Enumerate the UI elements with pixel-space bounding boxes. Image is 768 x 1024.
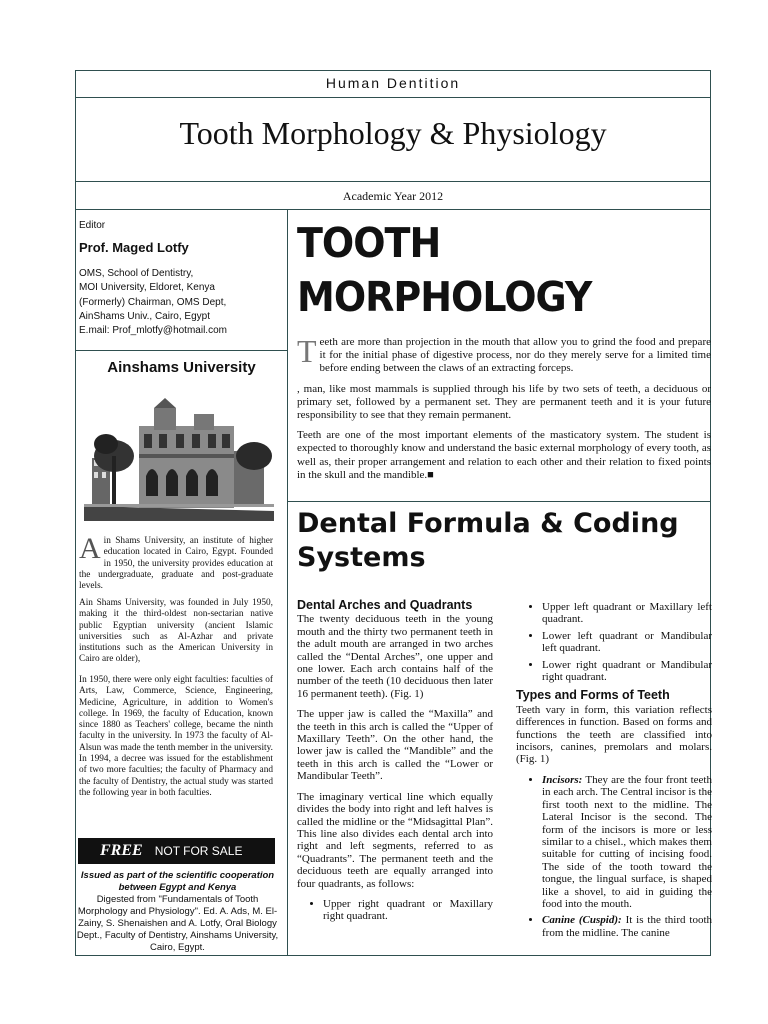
divider [76, 350, 287, 351]
list-item: • Upper left quadrant or Maxillary left quadrant. [542, 601, 712, 626]
source-line: Digested from "Fundamentals of Tooth Morphology and Physiology". Ed. A. Ads, M. El-Zainy, S. Shenaishen and A. Lotfy, Oral Biology Dept., Faculty of Dentistry, Ainshams University, Cairo, Egypt. [76, 894, 279, 953]
quadrant-list [516, 601, 712, 683]
university-paragraph: Ain Shams University, was founded in July 1950, making it the third-oldest non-sectarian native public Egyptian university (ancient Islamic universities such as Al-Azhar and private institutions such as the American University in Cairo are older), [79, 598, 273, 665]
free-label: FREE [100, 842, 143, 859]
paragraph-text: eeth are more than projection in the mouth that allow you to grind the food and prepare it for the initial phase of digestive process, nor do they merely serve for a limited time before ending between the claws of an extracting forceps. [319, 336, 711, 375]
subheading: Types and Forms of Teeth [516, 688, 670, 703]
paragraph: The upper jaw is called the “Maxilla” and the teeth in this arch is called the “Upper of Maxillary Teeth”. On the other hand, the lower jaw is called the “Mandible” and the teeth in this arch is called the “Lower or Mandibular Teeth”. [297, 708, 493, 783]
divider [76, 181, 710, 182]
paragraph: The twenty deciduous teeth in the young mouth and the thirty two permanent teeth in the adult mouth are arranged in two arches called the “Dental Arches”, one upper and one lower. Each arch contains half of the number of the teeth (10 deciduous then later 16 permanent teeth). (Fig. 1) [297, 613, 493, 700]
editor-line: MOI University, Eldoret, Kenya [79, 282, 215, 294]
paragraph: The imaginary vertical line which equally divides the body into right and left halves is called the midline or the “Midsagittal Plan”. This line also divides each dental arch into right and left segments, referred to as “Quadrants”. The permanent teeth and the deciduous teeth are equally arranged into four quadrants, as follows: [297, 790, 493, 890]
subheading: Dental Arches and Quadrants [297, 598, 473, 612]
tooth-type-list [516, 774, 712, 939]
supertitle: Human Dentition [325, 75, 461, 91]
list-item: • Lower right quadrant or Mandibular right quadrant. [542, 659, 712, 684]
section-title-morphology: MORPHOLOGY [297, 273, 592, 321]
university-paragraph [79, 532, 273, 592]
issued-line: Issued as part of the scientific cooperation between Egypt and Kenya [80, 870, 275, 893]
quadrant-list [297, 898, 493, 923]
university-paragraph: In 1950, there were only eight faculties: faculties of Arts, Law, Commerce, Science, Engineering, Medicine, Agriculture, in addition to Women's college. In 1969, the faculty of Education, known since 1880 as Teachers' college, became the ninth faculty in the university. In 1973 the faculty of Al-Alsun was made the tenth member in the university. In 1994, a decree was issued for the establishment of two more faculties; the faculty of Pharmacy and the faculty of Dentistry, the actual study was started the following year in both faculties. [79, 675, 273, 798]
issued-note [76, 870, 279, 954]
university-building-image [84, 396, 274, 521]
term: Incisors: [542, 773, 583, 786]
list-item: • Upper right quadrant or Maxillary right quadrant. [323, 898, 493, 923]
editor-name: Prof. Maged Lotfy [79, 240, 189, 255]
divider [287, 501, 710, 502]
editor-line: OMS, School of Dentistry, [79, 268, 194, 279]
page-title: Tooth Morphology & Physiology [179, 115, 607, 151]
academic-year: Academic Year 2012 [342, 189, 444, 203]
free-banner [78, 838, 275, 864]
paragraph-text: in Shams University, an institute of higher education located in Cairo, Egypt. Founded in 1950, the university provides education at the undergraduate, graduate and post-graduate levels. [79, 536, 273, 592]
page-frame [75, 70, 711, 956]
drop-cap: T [297, 333, 317, 369]
list-item: • Lower left quadrant or Mandibular left quadrant. [542, 630, 712, 655]
column-divider [287, 209, 288, 955]
paragraph: Teeth vary in form, this variation reflects differences in function. Based on forms and functions the teeth are classified into incisors, canines, premolars and molars. (Fig. 1) [516, 703, 712, 766]
editor-label: Editor [79, 220, 106, 231]
editor-info [79, 267, 227, 338]
drop-cap: A [79, 532, 101, 565]
tooth-paragraph [297, 333, 711, 376]
not-for-sale-label: NOT FOR SALE [154, 844, 243, 858]
tooth-paragraph: Teeth are one of the most important elements of the masticatory system. The student is expected to thoroughly know and understand the basic external morphology of every tooth, as well as, their proper arrangement and relation to each other and their relation to fixed points in the skull and the mandible.■ [297, 429, 711, 481]
editor-line: (Formerly) Chairman, OMS Dept, [79, 296, 227, 308]
university-heading: Ainshams University [107, 359, 256, 376]
editor-email: E.mail: Prof_mlotfy@hotmail.com [79, 325, 227, 337]
divider [76, 209, 710, 210]
tooth-paragraph: , man, like most mammals is supplied through his life by two sets of teeth, a deciduous or primary set, followed by a permanent set. They are permanent teeth and it is your future responsibility to see that they remain permanent. [297, 382, 711, 422]
section-title-tooth: TOOTH [297, 219, 441, 267]
dental-formula-heading: Dental Formula & Coding Systems [297, 508, 679, 573]
definition: It is the third tooth from the midline. The canine [542, 914, 713, 939]
definition: They are the four front teeth in each arch. The Central incisor is the first tooth next to the midline. The Lateral Incisor is the second. The form of the incisors is more or less similar to a chisel., which makes them suitable for cutting of incising food. The side of the tooth toward the tongue, the lingual surface, is shaped like a shovel, to aid in guiding the food into the mouth. [542, 773, 712, 910]
editor-line: AinShams Univ., Cairo, Egypt [79, 310, 210, 322]
term: Canine (Cuspid): [542, 914, 622, 927]
tooth-intro [297, 333, 711, 489]
list-item [542, 774, 712, 910]
dental-column-2 [516, 601, 712, 943]
dental-column-1 [297, 597, 493, 927]
list-item [542, 914, 712, 939]
divider [76, 97, 710, 98]
